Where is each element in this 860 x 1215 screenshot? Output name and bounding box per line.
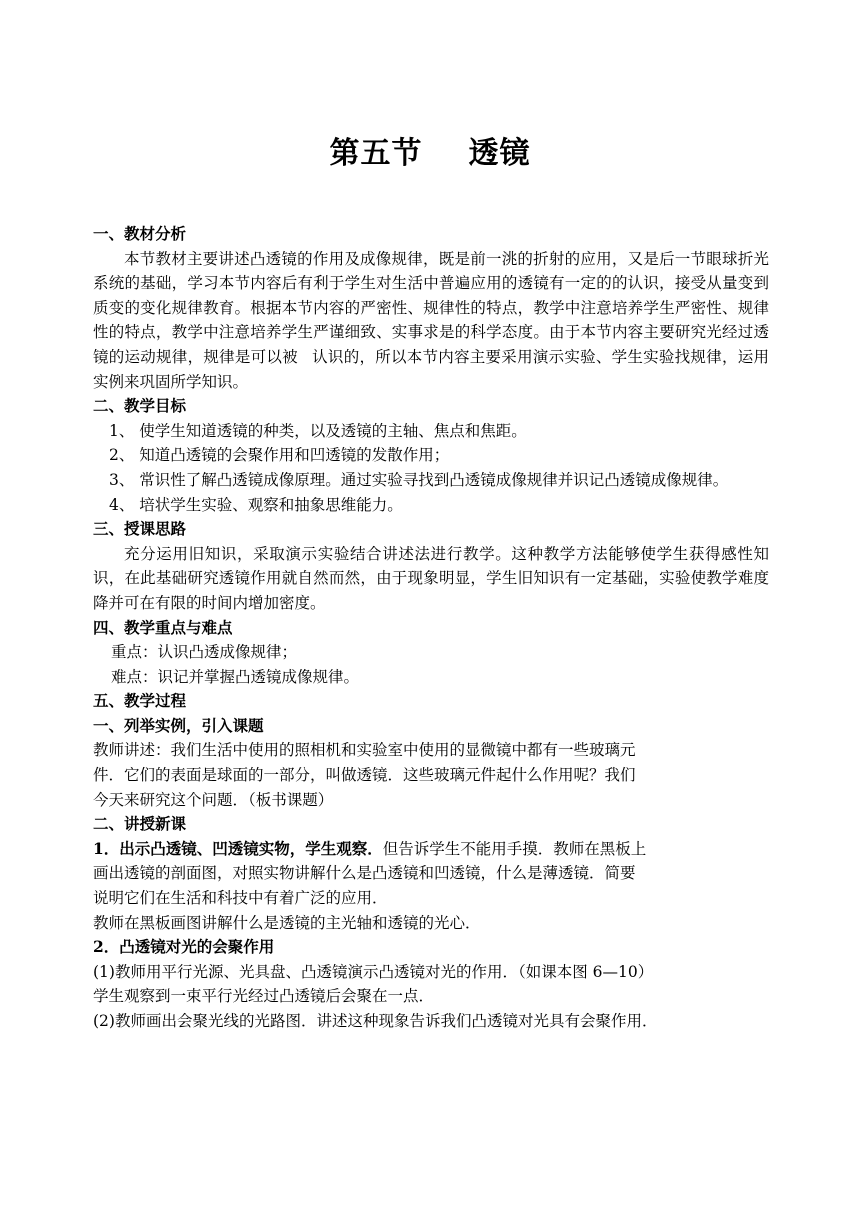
title-part-2: 透镜 [468, 136, 531, 171]
goal-item-3: 3、 常识性了解凸透镜成像原理。通过实验寻找到凸透镜成像规律并识记凸透镜成像规律。 [109, 470, 729, 489]
goal-item-2: 2、 知道凸透镜的会聚作用和凹透镜的发散作用； [109, 446, 450, 465]
introduction-line-2: 件．它们的表面是球面的一部分，叫做透镜．这些玻璃元件起什么作用呢？我们 [93, 766, 636, 785]
material-analysis-text-b: 认识的，所以本节内容主要采用演示实验、学生实验找规律，运用实例来巩固所学知识。 [93, 347, 769, 391]
new-lesson-item-2-line-1: (1)教师用平行光源、光具盘、凸透镜演示凸透镜对光的作用．（如课本图 6—10） [93, 962, 654, 981]
goal-item-4: 4、 培状学生实验、观察和抽象思维能力。 [109, 495, 403, 514]
introduction-line-3: 今天来研究这个问题．（板书课题） [93, 790, 334, 809]
new-lesson-line-1: 画出透镜的剖面图，对照实物讲解什么是凸透镜和凹透镜，什么是薄透镜．简要 [93, 864, 636, 883]
part-heading-new-lesson: 二、讲授新课 [93, 814, 187, 834]
difficult-point: 难点：识记并掌握凸透镜成像规律。 [111, 667, 360, 686]
lesson-approach-paragraph: 充分运用旧知识，采取演示实验结合讲述法进行教学。这种教学方法能够使学生获得感性知识，在此基础研究透镜作用就自然而然，由于现象明显，学生旧知识有一定基础，实验使教学难度降并可在有限的时间内增加密度。 [93, 544, 769, 612]
introduction-text [93, 738, 711, 812]
new-lesson-item-2-heading: 2．凸透镜对光的会聚作用 [93, 937, 275, 957]
material-analysis-paragraph [93, 247, 769, 395]
section-heading-teaching-process: 五、教学过程 [93, 691, 187, 711]
material-analysis-text-a: 本节教材主要讲述凸透镜的作用及成像规律，既是前一洮的折射的应用，又是后一节眼球折光系统的基础，学习本节内容后有利于学生对生活中普遍应用的透镜有一定的的认识，接受从量变到质变的变化规律教育。根据本节内容的严密性、规律性的特点，教学中注意培养学生严密性、规律性的特点，教学中注意培养学生严谨细致、实事求是的科学态度。由于本节内容主要研究光经过透镜的运动规律，规律是可以被 [93, 249, 769, 366]
goal-item-1: 1、 使学生知道透镜的种类，以及透镜的主轴、焦点和焦距。 [109, 421, 527, 440]
new-lesson-item-1-rest: 但告诉学生不能用手摸．教师在黑板上 [382, 839, 647, 858]
new-lesson-text [93, 837, 711, 935]
key-point: 重点：认识凸透成像规律； [111, 643, 298, 662]
new-lesson-item-2-line-3: (2)教师画出会聚光线的光路图．讲述这种现象告诉我们凸透镜对光具有会聚作用． [93, 1012, 658, 1030]
section-heading-key-points: 四、教学重点与难点 [93, 617, 233, 637]
section-heading-lesson-approach: 三、授课思路 [93, 519, 187, 539]
new-lesson-item-1-bold: 1．出示凸透镜、凹透镜实物，学生观察． [93, 838, 383, 858]
part-heading-introduction: 一、列举实例，引入课题 [93, 715, 264, 735]
section-heading-teaching-goals: 二、教学目标 [93, 396, 187, 416]
new-lesson-item-2-line-2: 学生观察到一束平行光经过凸透镜后会聚在一点． [93, 987, 435, 1006]
section-heading-material-analysis: 一、教材分析 [93, 224, 187, 243]
document-body [93, 222, 769, 1034]
introduction-line-1: 教师讲述：我们生活中使用的照相机和实验室中使用的显微镜中都有一些玻璃元 [93, 741, 636, 760]
title-part-1: 第五节 [329, 136, 423, 171]
new-lesson-line-2: 说明它们在生活和科技中有着广泛的应用． [93, 889, 388, 908]
new-lesson-item-1 [93, 837, 711, 862]
new-lesson-line-3: 教师在黑板画图讲解什么是透镜的主光轴和透镜的光心． [93, 913, 481, 932]
page-title [0, 128, 860, 172]
